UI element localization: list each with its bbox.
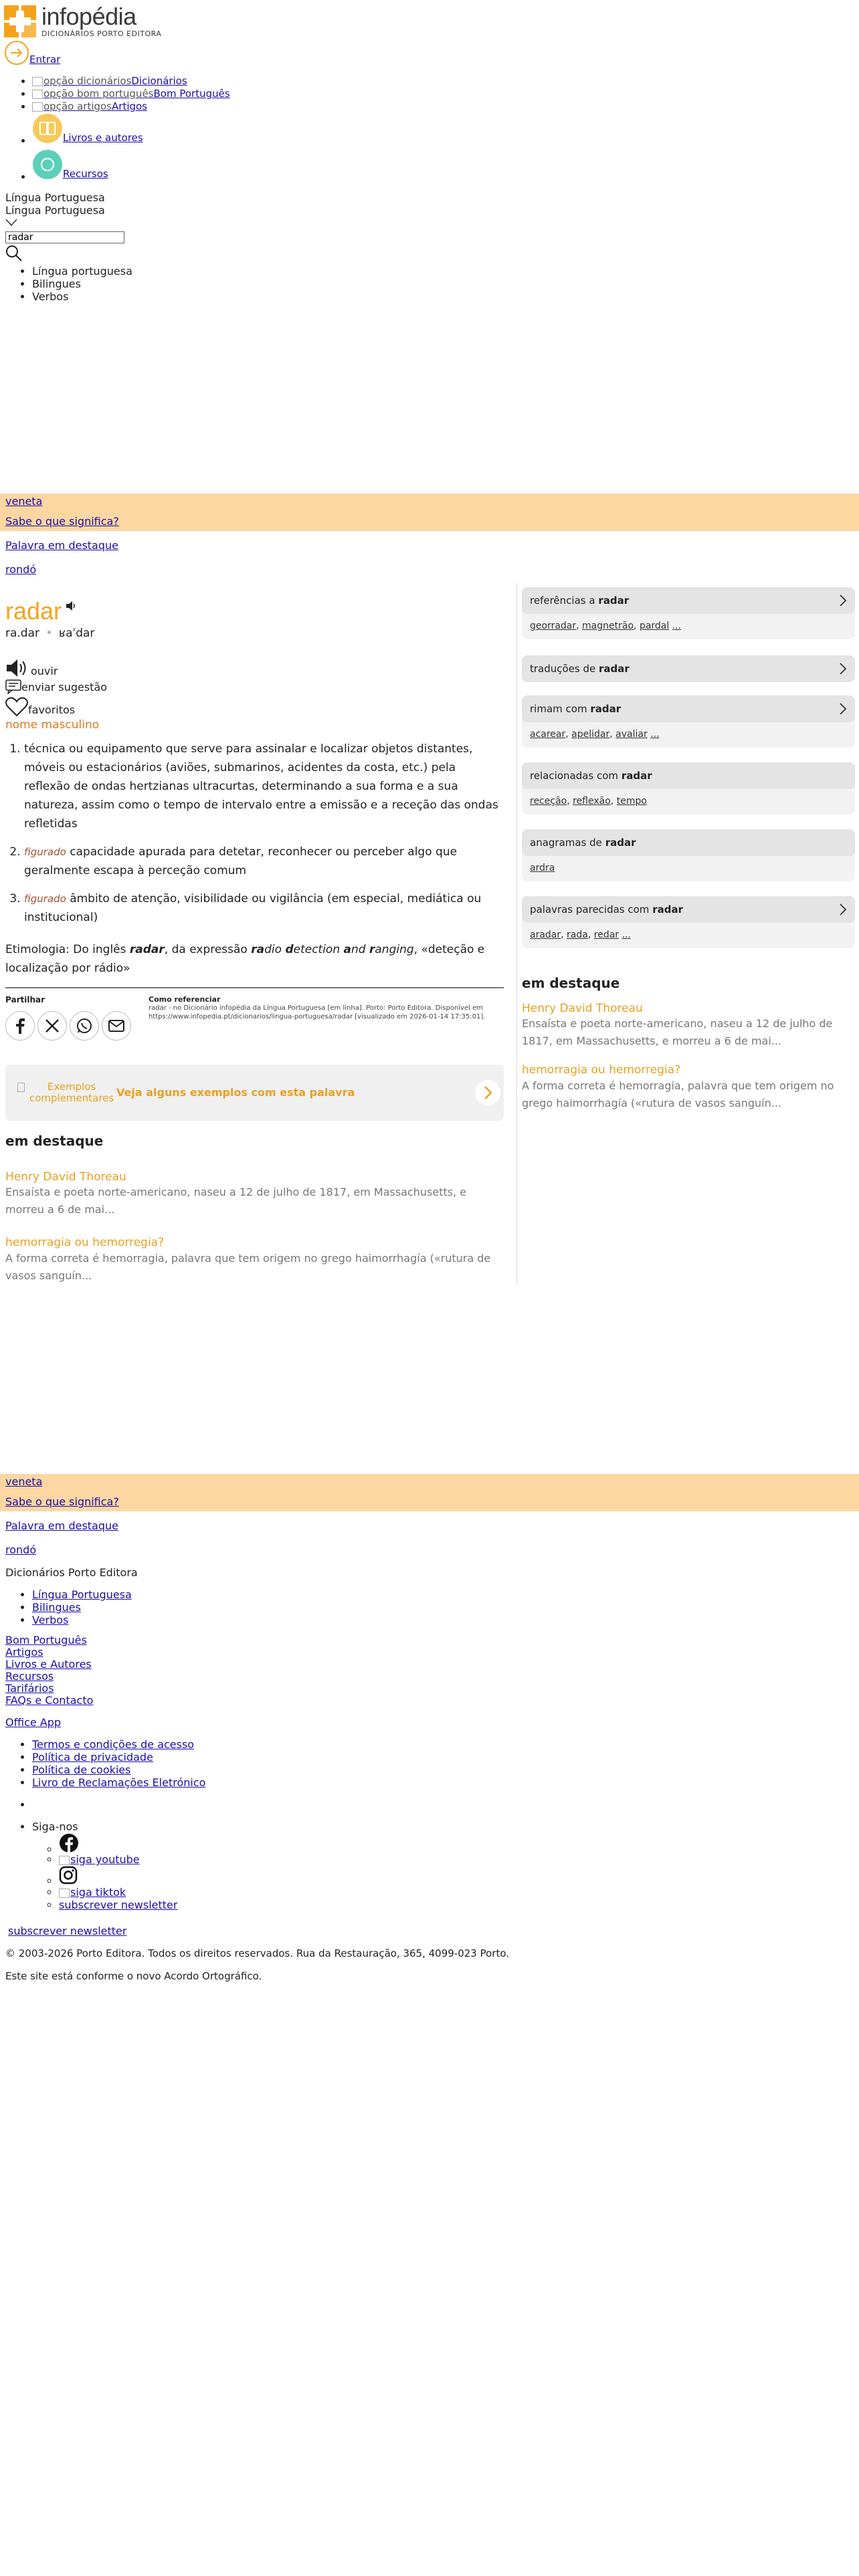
sidebox-translations <box>522 655 855 681</box>
nav-artigos-label: Artigos <box>112 100 148 112</box>
sidebox-title-word: radar <box>621 770 652 782</box>
featured-heading: em destaque <box>5 1133 104 1149</box>
search-option[interactable]: • Verbos <box>32 290 132 303</box>
featured-item[interactable] <box>5 1170 504 1218</box>
nav-recursos-label: • Recursos <box>63 168 108 180</box>
etymology-mid: , da expressão <box>164 942 252 956</box>
examples-text: Veja alguns exemplos com esta palavra <box>116 1086 355 1099</box>
copyright: © 2003-2026 Porto Editora. Todos os direitos reservados. Rua da Restauração, 365, 4099-023 Porto. <box>5 1947 510 1959</box>
sidebox-title-prefix: relacionadas com <box>530 770 622 782</box>
definition-item <box>24 889 504 927</box>
listen-label: ouvir <box>31 665 58 678</box>
nav-dicionarios-label: Dicionários <box>131 75 187 87</box>
sidebox-title-word: radar <box>598 595 630 607</box>
definitions-list <box>5 740 504 927</box>
more-link[interactable]: ... <box>622 930 631 940</box>
sidebox-title-word: radar <box>599 663 630 675</box>
etymology-letter: d <box>285 942 294 956</box>
highlight-word-link[interactable]: veneta <box>5 495 43 508</box>
sidebox-title-prefix: rimam com <box>530 703 591 715</box>
login-link[interactable] <box>4 40 60 66</box>
entry-phonetic: ʁaˈdar <box>58 627 95 641</box>
definition-tag: figurado <box>24 892 66 905</box>
etymology-letter: ra <box>251 942 265 956</box>
featured-item-text: A forma correta é hemorragia, palavra que tem origem no grego haimorrhagía («rutura de vasos sanguín... <box>522 1079 834 1109</box>
x-icon <box>45 1019 59 1033</box>
rhyme-link[interactable]: acarear <box>530 729 566 740</box>
suggest-label: enviar sugestão <box>21 681 108 694</box>
legal-link[interactable]: Termos e condições de acesso <box>32 1738 195 1751</box>
sidebox-references-list: georradar, magnetrão, pardal ... <box>530 621 682 631</box>
definition-text: capacidade apurada para detetar, reconhecer ou perceber algo que geralmente escapa à perceção comum <box>24 845 458 877</box>
highlight-bar-word <box>0 494 859 508</box>
broken-image-icon <box>17 1083 25 1092</box>
definition-item <box>24 740 504 833</box>
search-input[interactable] <box>5 231 124 243</box>
nav-dicionarios-alt: opção dicionários <box>43 75 132 87</box>
footer-link[interactable]: Bom Português <box>5 1634 87 1647</box>
etymology-letter: r <box>369 942 375 956</box>
social-item[interactable] <box>59 1866 859 1886</box>
favorites-label: favoritos <box>28 704 76 717</box>
sidebox-translations-header[interactable] <box>522 655 855 682</box>
featured-word-label-link[interactable]: Palavra em destaque <box>5 539 118 552</box>
related-link[interactable]: reflexão <box>573 796 611 807</box>
featured-word-link[interactable]: rondó <box>5 1543 37 1556</box>
broken-image-icon <box>32 77 43 86</box>
featured-item-title[interactable]: hemorragia ou hemorregia? <box>5 1236 165 1250</box>
similar-link[interactable]: redar <box>593 930 619 940</box>
facebook-icon <box>15 1018 25 1034</box>
footer-link[interactable]: Livros e Autores <box>5 1658 92 1671</box>
highlight-bar-cta <box>0 508 859 531</box>
search-option[interactable]: • Língua portuguesa <box>32 265 132 278</box>
featured-item[interactable] <box>5 1236 504 1284</box>
social-item[interactable] <box>59 1886 859 1899</box>
featured-item-text: Ensaísta e poeta norte-americano, naseu a 12 de julho de 1817, em Massachusetts, e morreu a 6 de mai... <box>522 1017 833 1048</box>
reference-link[interactable]: georradar <box>530 621 577 631</box>
sidebox-similar-list: aradar, rada, redar ... <box>530 930 631 940</box>
nav-dicionarios-link[interactable] <box>32 75 187 87</box>
reference-link[interactable]: magnetrão <box>582 621 634 631</box>
sidebox-similar-header[interactable] <box>522 896 855 923</box>
sidebox-rhymes <box>522 695 855 748</box>
instagram-icon[interactable] <box>59 1866 78 1885</box>
footer-link[interactable]: Verbos <box>32 1614 69 1627</box>
social-item[interactable] <box>59 1833 859 1853</box>
highlight-bar-cta <box>0 1489 859 1511</box>
sidebox-similar <box>522 896 855 948</box>
examples-image-alt: Exemplos complementares <box>29 1081 114 1104</box>
listen-button[interactable] <box>5 658 504 678</box>
footer-link[interactable]: Recursos <box>5 1670 54 1683</box>
featured-item-title[interactable]: Henry David Thoreau <box>522 1002 643 1015</box>
legal-link[interactable]: Livro de Reclamações Eletrónico <box>32 1776 206 1790</box>
reference-link[interactable]: pardal <box>639 621 670 631</box>
email-icon <box>108 1020 124 1032</box>
citation-box <box>149 995 503 1021</box>
etymology-suffix: , «deteção e localização por rádio» <box>5 942 485 975</box>
nav-item-livros[interactable] <box>32 113 230 149</box>
nav-bom-alt: opção bom português <box>43 88 154 100</box>
featured-section-right <box>522 975 855 1112</box>
heart-icon <box>5 697 28 717</box>
chevron-right-icon <box>839 903 847 916</box>
part-of-speech: nome masculino <box>5 718 100 732</box>
featured-word-link[interactable]: rondó <box>5 563 37 576</box>
youtube-alt: siga youtube <box>70 1853 140 1866</box>
chevron-right-icon[interactable] <box>474 1079 501 1106</box>
footer-dictionaries <box>0 1588 859 1626</box>
featured-heading: em destaque <box>522 975 620 991</box>
footer-link[interactable]: Artigos <box>5 1646 43 1659</box>
sidebox-title-prefix: traduções de <box>530 663 599 675</box>
etymology-prefix: Etimologia: Do inglês <box>5 942 130 956</box>
rhyme-link[interactable]: avaliar <box>615 729 648 740</box>
brand-name: infopédia <box>41 3 136 30</box>
tiktok-alt: siga tiktok <box>70 1886 126 1899</box>
featured-item[interactable] <box>522 1002 855 1050</box>
x-share-button[interactable] <box>37 1011 67 1041</box>
share-label: Partilhar <box>5 995 45 1004</box>
nav-item-bom-portugues[interactable] <box>32 88 230 100</box>
nav-item-recursos[interactable] <box>32 149 230 183</box>
related-link[interactable]: receção <box>530 796 567 807</box>
highlight-bar-word <box>0 1474 859 1489</box>
nav-item-artigos[interactable] <box>32 100 230 113</box>
social-item[interactable] <box>59 1899 859 1911</box>
login-icon <box>4 40 29 66</box>
sidebox-title-word: radar <box>652 903 683 916</box>
sidebox-anagrams-header <box>522 829 855 856</box>
related-link[interactable]: tempo <box>616 796 647 807</box>
chevron-right-icon <box>839 662 847 675</box>
sidebox-rhymes-list: acarear, apelidar, avaliar ... <box>530 729 660 740</box>
definition-text: técnica ou equipamento que serve para assinalar e localizar objetos distantes, móveis ou estacionários (aviões, submarinos, acidentes da costa, etc.) pela reflexão de ondas hertzianas ultracurtas, determinando a sua forma e a sua natureza, assim como o tempo de intervalo entre a emissão e a receção das ondas refletidas <box>24 742 498 831</box>
etymology-part: etection <box>293 942 344 956</box>
follow-label: Siga-nos <box>32 1820 78 1834</box>
legal-link[interactable]: Política de cookies <box>32 1763 131 1777</box>
highlight-word-link[interactable]: veneta <box>5 1475 43 1488</box>
sidebox-references-header[interactable] <box>522 587 855 614</box>
highlight-cta-link[interactable]: Sabe o que significa? <box>5 1495 119 1508</box>
featured-item-title[interactable]: Henry David Thoreau <box>5 1170 126 1184</box>
citation-text: radar - no Dicionário infopédia da Língua Portuguesa [em linha]. Porto: Porto Editora. Disponível em https://www.infopedia.pt/dicionarios/lingua-portuguesa/radar [visualizado em 2026-01-14 17:35:01]. <box>149 1004 486 1021</box>
brand-subtitle: DICIONÁRIOS PORTO EDITORA <box>41 29 162 38</box>
featured-item-text: Ensaísta e poeta norte-americano, naseu a 12 de julho de 1817, em Massachusetts, e morreu a 6 de mai... <box>5 1186 467 1216</box>
office-app-link[interactable]: Office App <box>5 1716 62 1729</box>
dictionary-select-value[interactable]: Língua Portuguesa <box>5 191 105 204</box>
separator-dot: • <box>45 627 53 641</box>
nav-artigos-link[interactable] <box>32 100 147 112</box>
more-link[interactable]: ... <box>650 729 660 740</box>
favorites-button[interactable] <box>5 697 504 717</box>
footer-social <box>0 1820 859 1911</box>
footer-link[interactable]: FAQs e Contacto <box>5 1694 94 1707</box>
sidebox-anagrams-list <box>522 856 855 878</box>
featured-item-title[interactable]: hemorragia ou hemorregia? <box>522 1063 681 1077</box>
similar-link[interactable]: aradar <box>530 930 561 940</box>
whatsapp-share-button[interactable] <box>70 1011 99 1041</box>
nav-artigos-alt: opção artigos <box>43 100 112 112</box>
speaker-icon <box>5 658 31 678</box>
footer-empty-list <box>0 1798 859 1811</box>
broken-image-icon <box>32 102 43 112</box>
speaker-icon[interactable] <box>66 601 78 611</box>
footer-link[interactable]: Bilingues <box>32 1601 81 1614</box>
definition-text: âmbito de atenção, visibilidade ou vigilância (em especial, mediática ou institucional) <box>24 891 482 924</box>
sidebox-title-prefix: palavras parecidas com <box>530 903 653 916</box>
similar-link[interactable]: rada <box>567 930 588 940</box>
nav-item-dicionarios[interactable] <box>32 75 230 88</box>
sidebox-anagrams <box>522 829 855 881</box>
search-icon[interactable] <box>5 245 23 262</box>
sidebox-related-header <box>522 762 855 789</box>
tiktok-link[interactable] <box>59 1886 126 1899</box>
newsletter-button[interactable]: subscrever newsletter <box>8 1925 127 1938</box>
footer-link[interactable]: Língua Portuguesa <box>32 1588 132 1602</box>
youtube-link[interactable] <box>59 1853 140 1866</box>
sidebox-title-prefix: anagramas de <box>530 837 605 849</box>
search-option[interactable]: • Bilingues <box>32 278 132 290</box>
broken-image-icon <box>32 90 43 99</box>
email-share-button[interactable] <box>102 1011 131 1041</box>
citation-title: Como referenciar <box>149 995 221 1004</box>
etymology-word: radar <box>129 942 165 956</box>
facebook-icon[interactable] <box>59 1833 79 1853</box>
examples-banner[interactable] <box>5 1065 504 1121</box>
sidebox-title-word: radar <box>590 703 622 715</box>
broken-image-icon <box>59 1856 70 1865</box>
whatsapp-icon <box>76 1018 92 1034</box>
featured-item[interactable] <box>522 1063 855 1111</box>
featured-item-text: A forma correta é hemorragia, palavra que tem origem no grego haimorrhagía («rutura de vasos sanguín... <box>5 1251 491 1282</box>
dictionary-entry <box>5 597 504 978</box>
logo-mark-icon <box>4 5 36 37</box>
featured-word-label-link[interactable]: Palavra em destaque <box>5 1519 118 1532</box>
footer-links <box>0 1634 859 1707</box>
broken-image-icon <box>59 1889 70 1898</box>
etymology-part: nd <box>351 942 369 956</box>
chevron-right-icon <box>839 702 847 716</box>
sidebox-title-word: radar <box>605 837 636 849</box>
nav-livros-link[interactable] <box>32 113 143 144</box>
footer-legal <box>0 1738 859 1789</box>
site-footer <box>0 1566 859 1982</box>
empty-list-item <box>32 1798 859 1811</box>
entry-syllables: ra.dar <box>5 627 40 641</box>
entry-word: radar <box>5 597 62 625</box>
share-section <box>5 995 134 1041</box>
sidebox-references <box>522 587 855 639</box>
nav-livros-label: • Livros e autores <box>63 132 143 144</box>
rhyme-link[interactable]: apelidar <box>571 729 610 740</box>
dictionary-label: Língua Portuguesa <box>5 204 105 217</box>
site-logo[interactable] <box>4 4 161 38</box>
more-link[interactable]: ... <box>672 621 682 631</box>
legal-link[interactable]: Política de privacidade <box>32 1751 153 1764</box>
main-nav <box>0 75 230 183</box>
suggest-button[interactable] <box>5 679 504 694</box>
sidebox-rhymes-header[interactable] <box>522 695 855 722</box>
etymology-part: anging <box>375 942 414 956</box>
newsletter-link[interactable]: subscrever newsletter <box>59 1899 178 1912</box>
facebook-share-button[interactable] <box>5 1011 35 1041</box>
column-divider <box>516 583 517 1284</box>
books-icon <box>32 113 63 144</box>
comment-icon <box>5 679 21 694</box>
anagram-link[interactable]: ardra <box>530 863 555 873</box>
sidebox-related <box>522 762 855 815</box>
footer-link[interactable]: Tarifários <box>5 1682 54 1695</box>
sidebox-related-list: receção, reflexão, tempo <box>530 796 647 807</box>
definition-item <box>24 843 504 880</box>
sidebox-title-prefix: referências a <box>530 595 599 607</box>
definition-tag: figurado <box>24 845 66 858</box>
search-area <box>5 191 132 303</box>
social-item[interactable] <box>59 1853 859 1866</box>
nav-bom-link[interactable] <box>32 88 230 100</box>
resources-icon <box>32 149 63 180</box>
chevron-down-icon[interactable] <box>5 219 17 227</box>
nav-recursos-link[interactable] <box>32 149 108 180</box>
footer-brand: Dicionários Porto Editora <box>5 1566 138 1579</box>
acordo-notice: Este site está conforme o novo Acordo Ortográfico. <box>5 1969 262 1982</box>
chevron-right-icon <box>839 594 847 607</box>
section-divider <box>5 987 504 988</box>
search-dictionary-options <box>5 265 132 303</box>
nav-bom-label: Bom Português <box>153 88 230 100</box>
highlight-cta-link[interactable]: Sabe o que significa? <box>5 515 119 528</box>
etymology-letter: a <box>343 942 351 956</box>
etymology <box>5 940 504 978</box>
etymology-part: dio <box>264 942 286 956</box>
login-label[interactable]: Entrar <box>29 53 61 66</box>
featured-section-left <box>5 1133 504 1285</box>
